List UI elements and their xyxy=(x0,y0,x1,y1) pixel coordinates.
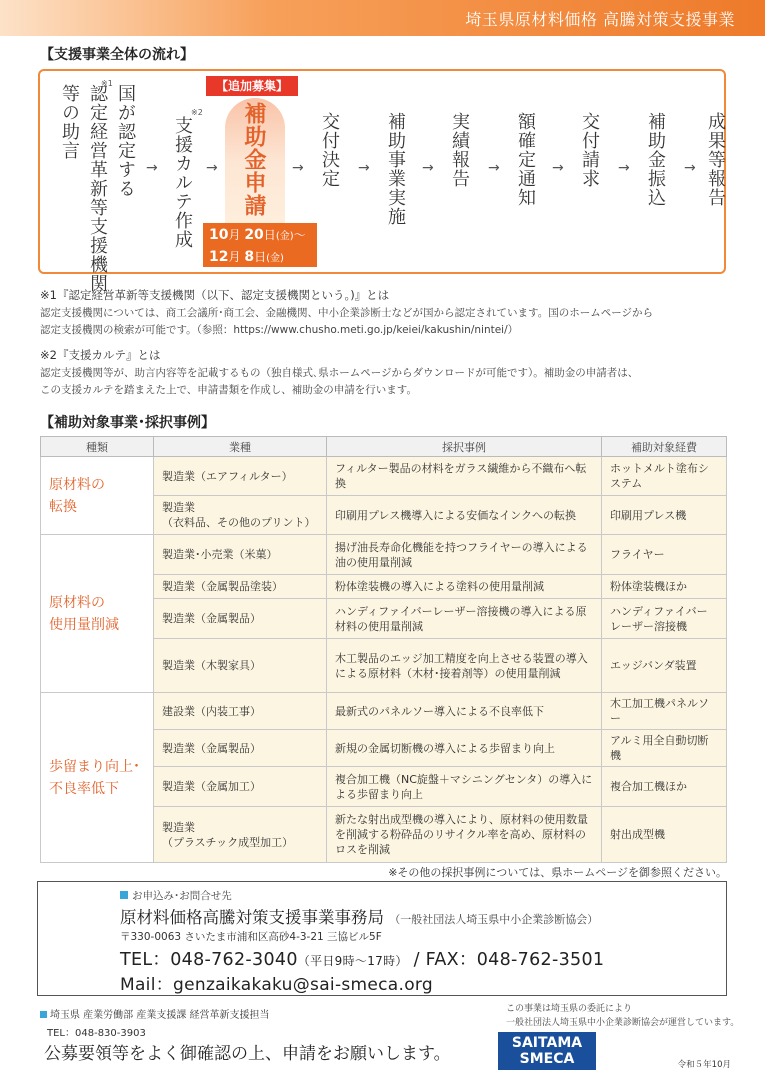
cases-table xyxy=(40,436,727,863)
flow-arrow-1: → xyxy=(146,160,158,176)
contact-phone: TEL：048-762-3040（平日9時〜17時） / FAX：048-762-3501 xyxy=(120,950,605,970)
cases-footnote: ※その他の採択事例については、県ホームページを御参照ください。 xyxy=(388,866,727,879)
flow-heading: 【支援事業全体の流れ】 xyxy=(40,47,194,63)
flow-step2: 支援カルテ作成 xyxy=(172,116,193,249)
flow-arrow-3: → xyxy=(292,160,304,176)
category-cell: 原材料の 使用量削減 xyxy=(41,535,154,693)
example-cell: 複合加工機（NC旋盤＋マシニングセンタ）の導入による歩留まり向上 xyxy=(327,767,602,807)
expense-cell: アルミ用全自動切断機 xyxy=(602,730,727,767)
flow-step9: 補助金振込 xyxy=(645,112,666,207)
industry-cell: 製造業･小売業（米菓） xyxy=(154,535,327,575)
col-header-industry: 業種 xyxy=(154,437,327,457)
note1-mark: ※1 xyxy=(101,79,113,88)
example-cell: 新たな射出成型機の導入により、原材料の使用数量を削減する粉砕品のリサイクル率を高め、原材料のロスを削減 xyxy=(327,807,602,863)
cases-heading: 【補助対象事業･採択事例】 xyxy=(40,415,215,431)
industry-cell: 製造業（金属製品塗装） xyxy=(154,575,327,599)
flow-arrow-8: → xyxy=(618,160,630,176)
expense-cell: ハンディファイバーレーザー溶接機 xyxy=(602,599,727,639)
example-cell: フィルター製品の材料をガラス繊維から不織布へ転換 xyxy=(327,457,602,496)
industry-cell: 製造業 （衣料品、その他のプリント） xyxy=(154,496,327,535)
table-row xyxy=(41,457,727,496)
category-cell: 原材料の 転換 xyxy=(41,457,154,535)
flow-step5: 補助事業実施 xyxy=(385,112,406,226)
dept-name: 埼玉県 産業労働部 産業支援課 経営革新支援担当 xyxy=(40,1006,270,1021)
industry-cell: 製造業（エアフィルター） xyxy=(154,457,327,496)
note2-body: 認定支援機関等が、助言内容等を記載するもの（独自様式､県ホームページからダウンロードが可能です）。補助金の申請者は、 この支援カルテを踏まえた上で、申請書類を作成し、補助金の申請を行います。 xyxy=(40,367,639,396)
industry-cell: 製造業（金属加工） xyxy=(154,767,327,807)
entrust-note: この事業は埼玉県の委託により 一般社団法人埼玉県中小企業診断協会が運営しています。 xyxy=(506,1004,740,1028)
example-cell: ハンディファイバーレーザー溶接機の導入による原材料の使用量削減 xyxy=(327,599,602,639)
square-bullet-icon xyxy=(40,1011,47,1018)
table-row xyxy=(41,693,727,730)
dept-phone: TEL：048-830-3903 xyxy=(47,1028,146,1039)
industry-cell: 製造業（木製家具） xyxy=(154,639,327,693)
issue-date: 令和５年10月 xyxy=(677,1060,731,1070)
contact-box xyxy=(37,881,727,996)
expense-cell: ホットメルト塗布システム xyxy=(602,457,727,496)
industry-cell: 製造業（金属製品） xyxy=(154,730,327,767)
col-header-example: 採択事例 xyxy=(327,437,602,457)
flow-step7: 額確定通知 xyxy=(515,112,536,207)
table-row xyxy=(41,535,727,575)
flow-arrow-6: → xyxy=(488,160,500,176)
flow-step4: 交付決定 xyxy=(319,112,340,188)
flow-arrow-4: → xyxy=(358,160,370,176)
expense-cell: 粉体塗装機ほか xyxy=(602,575,727,599)
expense-cell: フライヤー xyxy=(602,535,727,575)
example-cell: 木工製品のエッジ加工精度を向上させる装置の導入による原材料（木材･接着剤等）の使用量削減 xyxy=(327,639,602,693)
example-cell: 粉体塗装機の導入による塗料の使用量削減 xyxy=(327,575,602,599)
square-bullet-icon xyxy=(120,891,128,899)
note2-heading: ※2『支援カルテ』とは xyxy=(40,348,161,362)
flow-step1-b: 認定経営革新等支援機関 xyxy=(87,84,108,293)
flow-step1-a: 国が認定する xyxy=(115,84,136,198)
expense-cell: 印刷用プレス機 xyxy=(602,496,727,535)
col-header-expense: 補助対象経費 xyxy=(602,437,727,457)
flow-step8: 交付請求 xyxy=(579,112,600,188)
contact-org: 原材料価格高騰対策支援事業事務局 （一般社団法人埼玉県中小企業診断協会） xyxy=(120,908,599,927)
industry-cell: 製造業（金属製品） xyxy=(154,599,327,639)
expense-cell: 射出成型機 xyxy=(602,807,727,863)
example-cell: 印刷用プレス機導入による安価なインクへの転換 xyxy=(327,496,602,535)
contact-email[interactable]: Mail：genzaikakaku@sai-smeca.org xyxy=(120,975,434,995)
table-header-row xyxy=(41,437,727,457)
header-bar xyxy=(0,0,765,36)
expense-cell: 木工加工機パネルソー xyxy=(602,693,727,730)
note1-heading: ※1『認定経営革新等支援機関（以下、認定支援機関という。)』とは xyxy=(40,288,390,302)
flow-arrow-9: → xyxy=(684,160,696,176)
flow-step1-c: 等の助言 xyxy=(59,84,80,160)
expense-cell: エッジバンダ装置 xyxy=(602,639,727,693)
example-cell: 新規の金属切断機の導入による歩留まり向上 xyxy=(327,730,602,767)
contact-address: 〒330-0063 さいたま市浦和区高砂4-3-21 三協ビル5F xyxy=(120,931,382,943)
industry-cell: 製造業 （プラスチック成型加工） xyxy=(154,807,327,863)
col-header-type: 種類 xyxy=(41,437,154,457)
closing-message: 公募要領等をよく御確認の上、申請をお願いします。 xyxy=(44,1044,451,1064)
flow-arrow-2: → xyxy=(206,160,218,176)
flow-step10: 成果等報告 xyxy=(705,112,726,207)
flow-arrow-5: → xyxy=(422,160,434,176)
expense-cell: 複合加工機ほか xyxy=(602,767,727,807)
application-period: 10月 20日(金)〜 12月 8日(金) xyxy=(203,223,317,267)
header-title: 埼玉県原材料価格 高騰対策支援事業 xyxy=(465,10,735,29)
additional-recruitment-tag: 【追加募集】 xyxy=(206,76,298,96)
flow-arrow-7: → xyxy=(552,160,564,176)
flow-step3: 補助金申請 xyxy=(241,102,266,217)
note2-mark: ※2 xyxy=(191,108,203,117)
industry-cell: 建設業（内装工事） xyxy=(154,693,327,730)
flow-step6: 実績報告 xyxy=(449,112,470,188)
note1-body: 認定支援機関については、商工会議所･商工会、金融機関、中小企業診断士などが国から認定されています。国のホームページから 認定支援機関の検索が可能です。（参照：https://www.chusho.meti.go.jp/keiei/kakushin/nintei/） xyxy=(40,307,653,336)
example-cell: 揚げ油長寿命化機能を持つフライヤーの導入による油の使用量削減 xyxy=(327,535,602,575)
saitama-smeca-logo: SAITAMA SMECA xyxy=(498,1032,596,1070)
example-cell: 最新式のパネルソー導入による不良率低下 xyxy=(327,693,602,730)
category-cell: 歩留まり向上･ 不良率低下 xyxy=(41,693,154,863)
contact-label: お申込み･お問合せ先 xyxy=(120,888,232,903)
